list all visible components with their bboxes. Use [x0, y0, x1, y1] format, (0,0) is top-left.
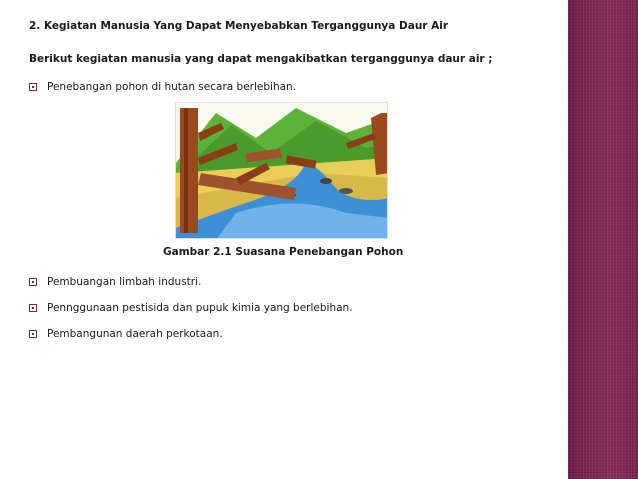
- square-bullet-icon: [29, 330, 37, 338]
- slide-heading: 2. Kegiatan Manusia Yang Dapat Menyebabkan Terganggunya Daur Air: [29, 20, 449, 32]
- intro-text: Berikut kegiatan manusia yang dapat mengakibatkan terganggunya daur air ;: [29, 53, 493, 65]
- figure-caption: Gambar 2.1 Suasana Penebangan Pohon: [163, 246, 404, 258]
- square-bullet-icon: [29, 83, 37, 91]
- bullet-text: Penebangan pohon di hutan secara berlebihan.: [47, 81, 297, 93]
- bullet-text: Pembangunan daerah perkotaan.: [47, 328, 223, 340]
- bullet-text: Pembuangan limbah industri.: [47, 276, 202, 288]
- decorative-side-bar: [568, 0, 638, 479]
- bullet-item-3: [29, 302, 353, 314]
- square-bullet-icon: [29, 278, 37, 286]
- tree-cutting-illustration: [175, 102, 388, 239]
- square-bullet-icon: [29, 304, 37, 312]
- bullet-item-4: [29, 328, 223, 340]
- bullet-item-2: [29, 276, 201, 288]
- bullet-text: Pennggunaan pestisida dan pupuk kimia yang berlebihan.: [47, 302, 353, 314]
- bullet-item-1: [29, 81, 296, 93]
